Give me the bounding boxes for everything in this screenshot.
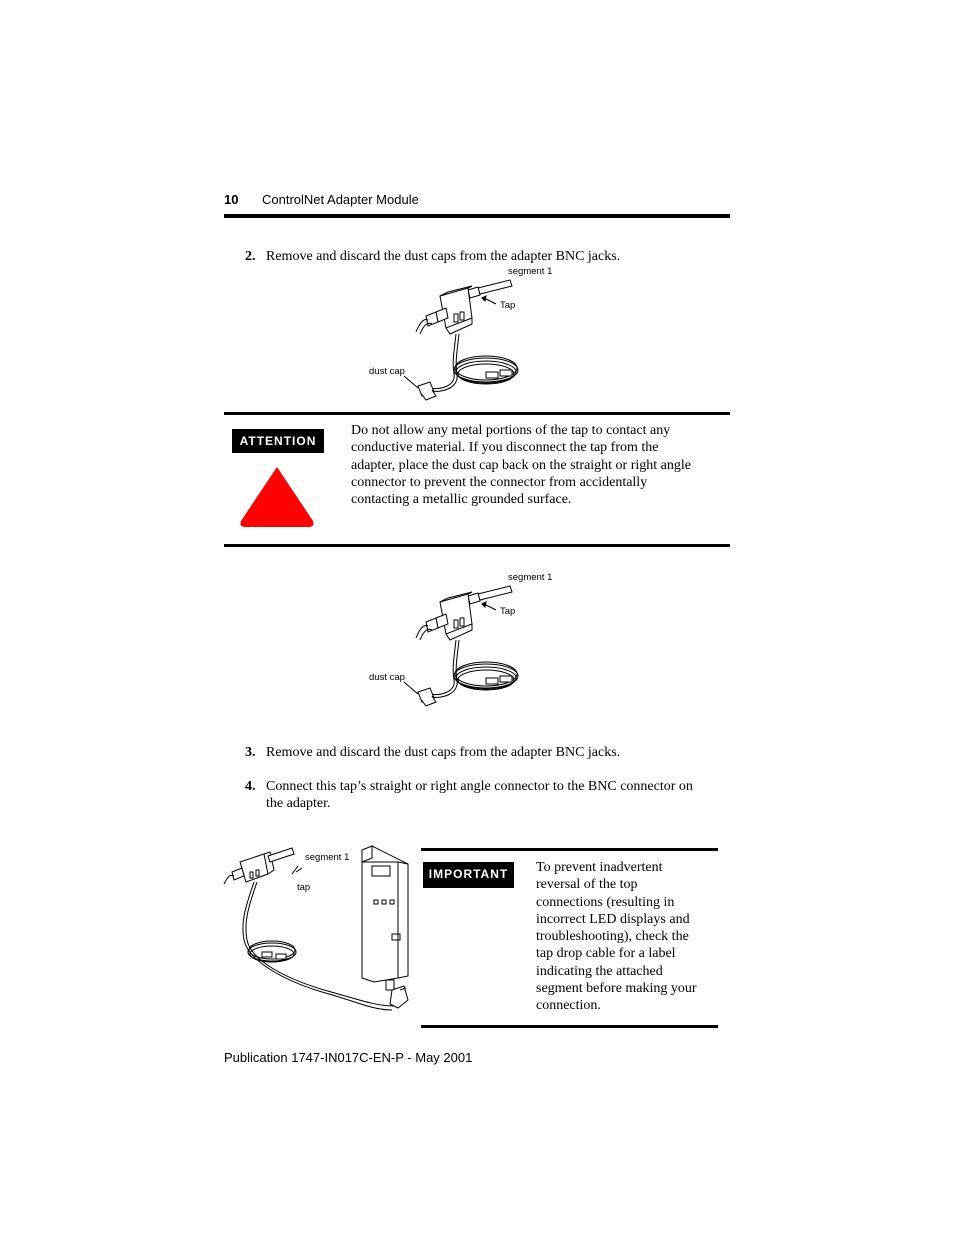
running-title: ControlNet Adapter Module — [262, 192, 419, 207]
important-line: troubleshooting), check the — [536, 929, 689, 945]
header-rule — [224, 214, 730, 218]
step-2-text: Remove and discard the dust caps from the adapter BNC jacks. — [266, 249, 621, 264]
step-3 — [245, 744, 735, 762]
important-line: incorrect LED displays and — [536, 911, 690, 927]
attention-line: conductive material. If you disconnect the tap from the — [351, 440, 659, 456]
attention-line: adapter, place the dust cap back on the straight or right angle — [351, 457, 691, 473]
attention-line: contacting a metallic grounded surface. — [351, 492, 572, 508]
figure-3-tap-label: tap — [297, 882, 311, 893]
step-4 — [245, 778, 735, 814]
attention-line: connector to prevent the connector from accidentally — [351, 474, 648, 490]
step-3-number: 3. — [245, 745, 256, 760]
figure-1-dust-cap-label: dust cap — [369, 366, 405, 377]
important-line: connection. — [536, 998, 601, 1014]
tap-illustration-1 — [360, 262, 560, 407]
figure-2-dust-cap-label: dust cap — [369, 672, 405, 683]
page-number: 10 — [224, 192, 239, 207]
step-4-text-line-2: the adapter. — [266, 796, 331, 811]
step-3-text: Remove and discard the dust caps from the adapter BNC jacks. — [266, 745, 621, 760]
important-line: reversal of the top — [536, 877, 638, 893]
important-top-rule — [421, 848, 718, 851]
important-text — [536, 859, 722, 1015]
step-2-number: 2. — [245, 249, 256, 264]
important-line: connections (resulting in — [536, 894, 675, 910]
figure-1-segment-label: segment 1 — [508, 266, 553, 277]
attention-bottom-rule — [224, 544, 730, 547]
warning-triangle-shape — [241, 467, 314, 527]
attention-top-rule — [224, 412, 730, 415]
figure-3-segment-label: segment 1 — [305, 852, 350, 863]
figure-2-tap-label: Tap — [500, 606, 516, 617]
important-line: To prevent inadvertent — [536, 860, 663, 875]
important-line: indicating the attached — [536, 963, 663, 979]
figure-2-segment-label: segment 1 — [508, 572, 553, 583]
adapter-connection-illustration — [222, 840, 422, 1020]
important-line: tap drop cable for a label — [536, 946, 676, 962]
step-4-text-line-1: Connect this tap’s straight or right angle connector to the BNC connector on — [266, 779, 693, 794]
tap-figure-1 — [360, 262, 560, 407]
important-badge: IMPORTANT — [423, 862, 514, 888]
tap-figure-2 — [360, 568, 560, 713]
attention-text — [351, 422, 731, 508]
attention-line: Do not allow any metal portions of the tap to contact any — [351, 423, 671, 438]
important-line: segment before making your — [536, 981, 697, 997]
important-bottom-rule — [421, 1025, 718, 1028]
warning-triangle-icon — [237, 463, 317, 529]
tap-illustration-2 — [360, 568, 560, 713]
publication-footer: Publication 1747-IN017C-EN-P - May 2001 — [224, 1050, 473, 1065]
figure-1-tap-label: Tap — [500, 300, 516, 311]
step-4-number: 4. — [245, 779, 256, 794]
adapter-connection-figure — [222, 840, 422, 1020]
attention-badge: ATTENTION — [232, 429, 324, 453]
